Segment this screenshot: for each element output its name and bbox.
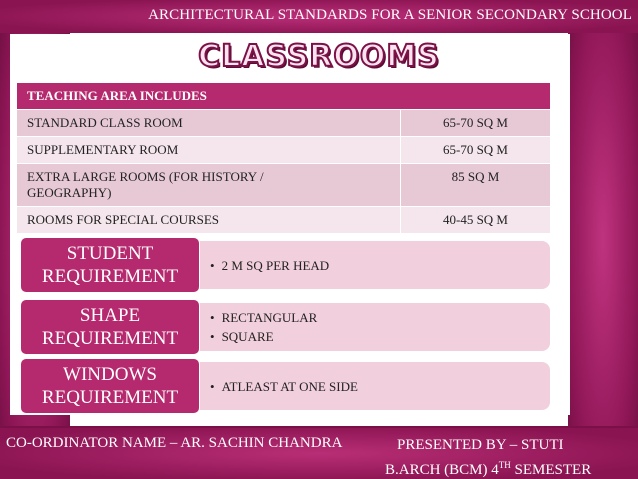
windows-requirement-row <box>20 358 550 414</box>
table-row <box>17 137 551 164</box>
course-suffix: SEMESTER <box>510 462 592 478</box>
requirement-items <box>210 237 329 293</box>
requirement-items <box>210 299 317 355</box>
course-info <box>385 455 591 479</box>
table-row <box>17 207 551 234</box>
course-prefix: B.ARCH (BCM) 4 <box>385 462 499 478</box>
requirement-label-line2: REQUIREMENT <box>41 328 179 349</box>
requirement-label <box>20 299 200 355</box>
slide-title-text: CLASSROOMS <box>198 39 440 74</box>
table-row <box>17 110 551 137</box>
student-requirement-row <box>20 237 550 293</box>
requirement-label <box>20 358 200 414</box>
room-cell <box>17 164 401 207</box>
course-sup: TH <box>498 460 511 470</box>
area-cell: 65-70 SQ M <box>401 137 551 164</box>
requirement-label <box>20 237 200 293</box>
requirement-label-line1: SHAPE <box>79 305 141 326</box>
table-header-row <box>17 83 551 110</box>
teaching-area-table <box>16 82 551 234</box>
room-cell: ROOMS FOR SPECIAL COURSES <box>17 207 401 234</box>
header-title: ARCHITECTURAL STANDARDS FOR A SENIOR SECONDARY SCHOOL <box>148 7 632 23</box>
requirement-label-line1: WINDOWS <box>63 364 157 385</box>
room-cell: STANDARD CLASS ROOM <box>17 110 401 137</box>
table-row <box>17 164 551 207</box>
coordinator-name: CO-ORDINATOR NAME – AR. SACHIN CHANDRA <box>6 435 343 451</box>
requirement-item: • ATLEAST AT ONE SIDE <box>210 377 358 396</box>
shape-requirement-row <box>20 299 550 355</box>
room-cell: SUPPLEMENTARY ROOM <box>17 137 401 164</box>
presented-by: PRESENTED BY – STUTI <box>397 437 564 453</box>
presenter-info <box>385 435 591 479</box>
area-cell: 65-70 SQ M <box>401 110 551 137</box>
slide-title <box>0 39 638 74</box>
requirement-item: • SQUARE <box>210 327 317 346</box>
footer-band <box>0 426 638 479</box>
requirement-items <box>210 358 358 414</box>
room-cell-line1: EXTRA LARGE ROOMS (FOR HISTORY / <box>27 169 264 184</box>
room-cell-line2: GEOGRAPHY) <box>27 185 112 200</box>
table-header-cell: TEACHING AREA INCLUDES <box>17 83 551 110</box>
requirement-item: • RECTANGULAR <box>210 308 317 327</box>
header-band <box>0 0 638 33</box>
requirement-label-line2: REQUIREMENT <box>41 266 179 287</box>
requirement-label-line2: REQUIREMENT <box>41 387 179 408</box>
requirement-label-line1: STUDENT <box>66 243 154 264</box>
area-cell: 85 SQ M <box>401 164 551 207</box>
area-cell: 40-45 SQ M <box>401 207 551 234</box>
requirement-item: • 2 M SQ PER HEAD <box>210 256 329 275</box>
